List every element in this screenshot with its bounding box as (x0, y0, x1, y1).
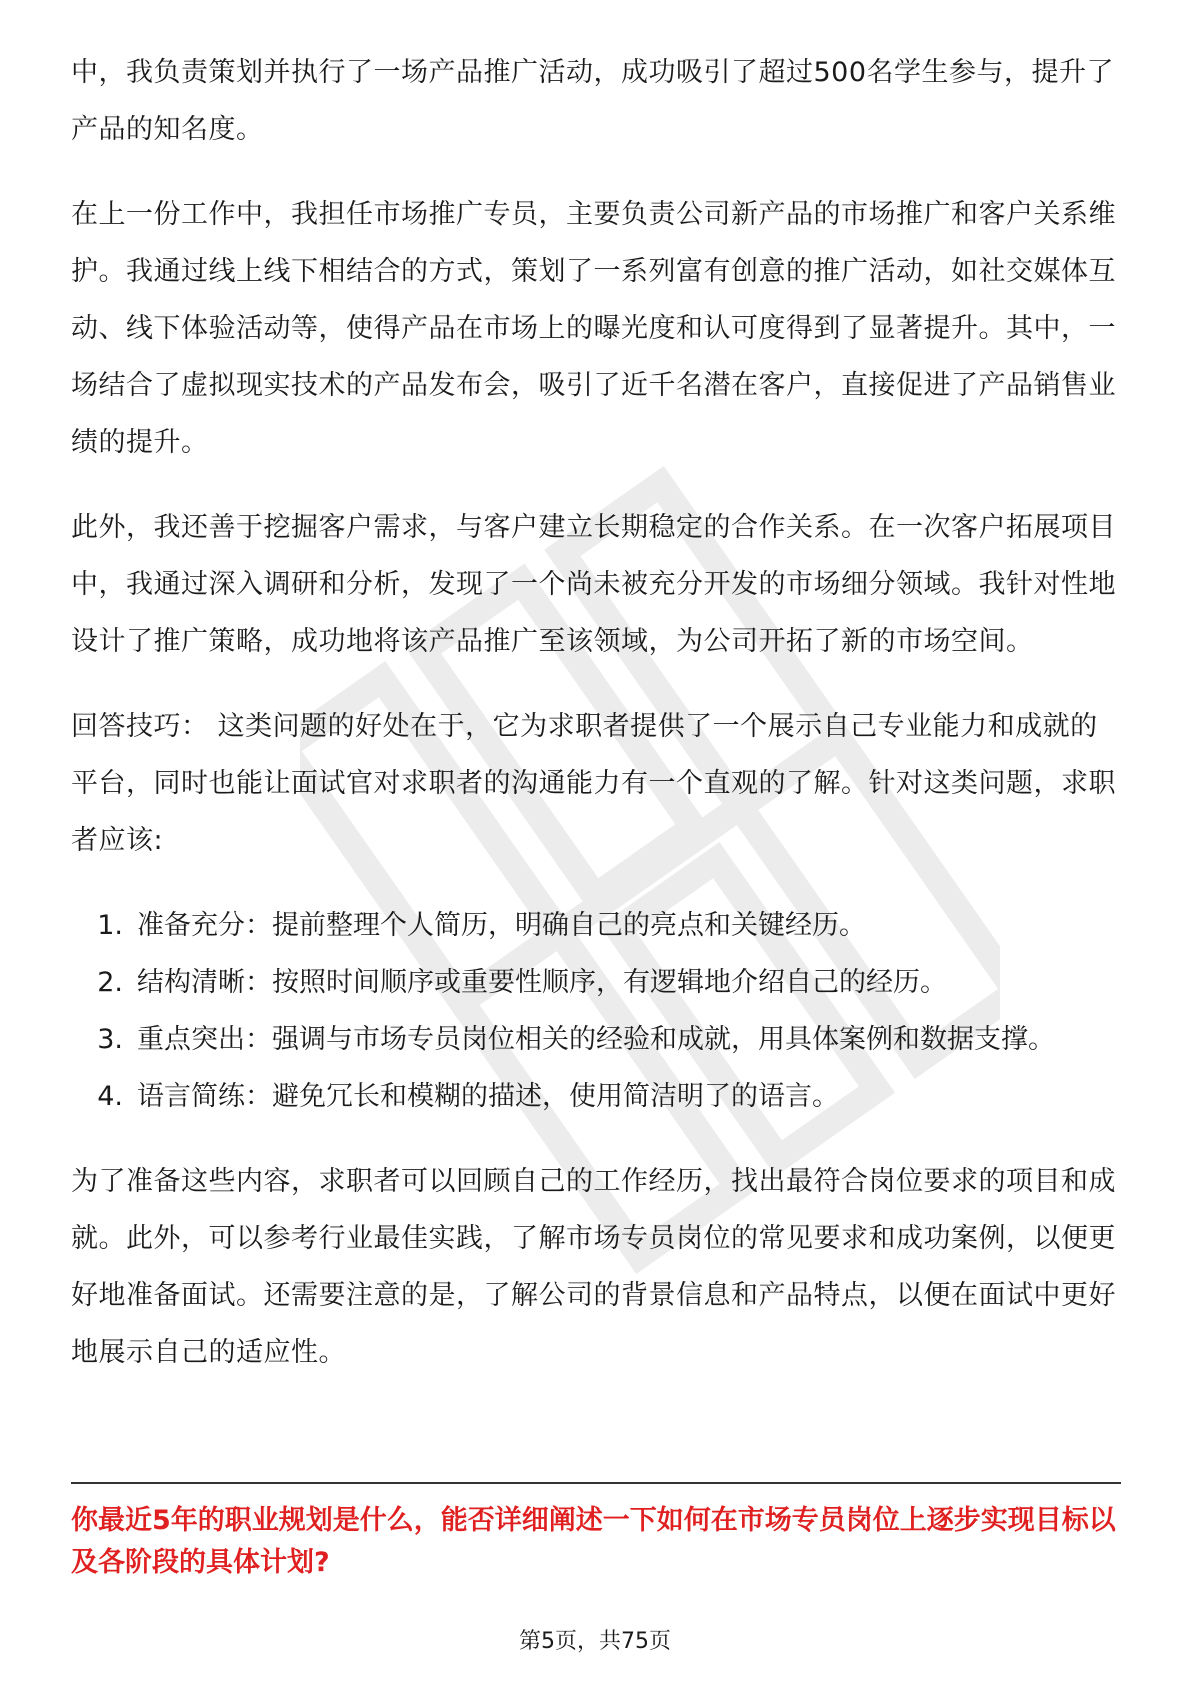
paragraph-2: 在上一份工作中，我担任市场推广专员，主要负责公司新产品的市场推广和客户关系维护。我通过线上线下相结合的方式，策划了一系列富有创意的推广活动，如社交媒体互动、线下体验活动等，使得产品在市场上的曝光度和认可度得到了显著提升。其中，一场结合了虚拟现实技术的产品发布会，吸引了近千名潜在客户，直接促进了产品销售业绩的提升。 (71, 199, 1116, 458)
list-item (71, 954, 1121, 1011)
list-item (71, 1068, 1121, 1125)
list-item-number: 1. (97, 910, 123, 941)
list-item-number: 3. (97, 1024, 123, 1055)
list-item-text: 结构清晰：按照时间顺序或重要性顺序，有逻辑地介绍自己的经历。 (137, 967, 947, 998)
list-item-text: 语言简练：避免冗长和模糊的描述，使用简洁明了的语言。 (137, 1081, 839, 1112)
list-item-number: 4. (97, 1081, 123, 1112)
document-body (71, 44, 1121, 1381)
paragraph-5: 为了准备这些内容，求职者可以回顾自己的工作经历，找出最符合岗位要求的项目和成就。此外，可以参考行业最佳实践，了解市场专员岗位的常见要求和成功案例，以便更好地准备面试。还需要注意的是，了解公司的背景信息和产品特点，以便在面试中更好地展示自己的适应性。 (71, 1166, 1116, 1368)
page-number: 第5页，共75页 (519, 1629, 671, 1654)
next-question-heading: 你最近5年的职业规划是什么，能否详细阐述一下如何在市场专员岗位上逐步实现目标以及各阶段的具体计划? (71, 1505, 1116, 1578)
section-divider (71, 1482, 1121, 1484)
list-item-text: 重点突出：强调与市场专员岗位相关的经验和成就，用具体案例和数据支撑。 (137, 1024, 1055, 1055)
tips-list (71, 897, 1121, 1125)
list-item (71, 897, 1121, 954)
list-item-text: 准备充分：提前整理个人简历，明确自己的亮点和关键经历。 (137, 910, 866, 941)
paragraph-3: 此外，我还善于挖掘客户需求，与客户建立长期稳定的合作关系。在一次客户拓展项目中，我通过深入调研和分析，发现了一个尚未被充分开发的市场细分领域。我针对性地设计了推广策略，成功地将该产品推广至该领域，为公司开拓了新的市场空间。 (71, 512, 1116, 657)
paragraph-1: 中，我负责策划并执行了一场产品推广活动，成功吸引了超过500名学生参与，提升了产品的知名度。 (71, 57, 1115, 145)
list-item (71, 1011, 1121, 1068)
paragraph-answer-tips: 回答技巧： 这类问题的好处在于，它为求职者提供了一个展示自己专业能力和成就的平台，同时也能让面试官对求职者的沟通能力有一个直观的了解。针对这类问题，求职者应该: (71, 711, 1116, 856)
list-item-number: 2. (97, 967, 123, 998)
